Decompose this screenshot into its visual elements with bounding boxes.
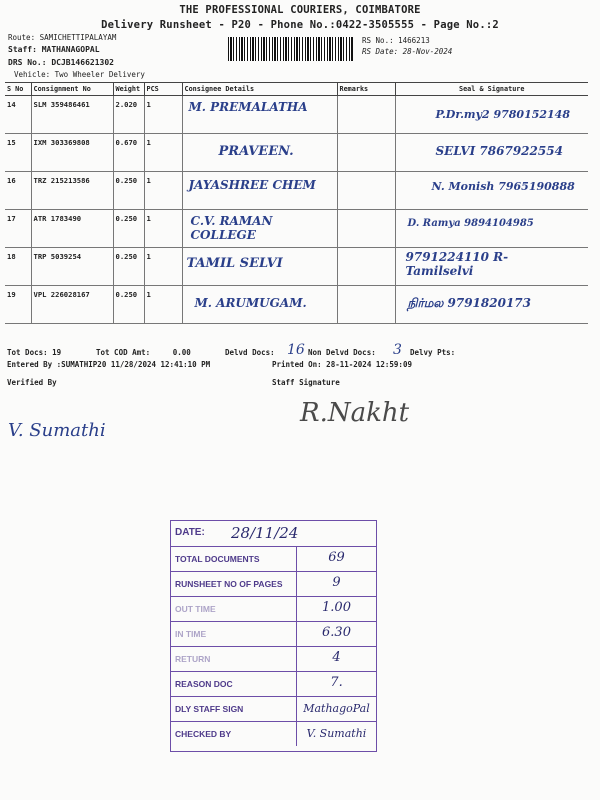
stamp-value: MathagoPal xyxy=(303,702,370,715)
consignee-handwriting: C.V. RAMAN COLLEGE xyxy=(190,214,273,242)
consignee-handwriting: M. ARUMUGAM. xyxy=(194,296,307,310)
cell-sno: 19 xyxy=(5,286,31,324)
stamp-row xyxy=(171,696,376,722)
stamp-value: 9 xyxy=(332,575,341,590)
rs-number: RS No.: 1466213 xyxy=(362,36,430,45)
cell-signature xyxy=(395,210,588,248)
table-row xyxy=(5,248,588,286)
vehicle: Vehicle: Two Wheeler Delivery xyxy=(14,70,145,79)
col-header: Remarks xyxy=(337,83,395,96)
delvd-docs-value: 16 xyxy=(287,342,305,358)
drs-number: DRS No.: DCJB146621302 xyxy=(8,58,114,67)
cell-remarks xyxy=(337,248,395,286)
non-delvd-docs-value: 3 xyxy=(393,342,402,358)
signature-handwriting: P.Dr.my2 9780152148 xyxy=(435,108,570,121)
cell-sno: 17 xyxy=(5,210,31,248)
table-row xyxy=(5,134,588,172)
cell-consignee xyxy=(182,286,337,324)
cell-weight: 0.670 xyxy=(113,134,144,172)
staff: Staff: MATHANAGOPAL xyxy=(8,45,100,54)
cell-pcs: 1 xyxy=(144,172,182,210)
cell-consignment: VPL 226028167 xyxy=(31,286,113,324)
stamp-value: 69 xyxy=(328,550,345,565)
cell-sno: 18 xyxy=(5,248,31,286)
stamp-value: V. Sumathi xyxy=(306,727,367,740)
stamp-label: REASON DOC xyxy=(175,679,233,689)
stamp-label: IN TIME xyxy=(175,629,207,639)
cell-consignee xyxy=(182,172,337,210)
runsheet-table xyxy=(5,82,588,324)
col-header: Seal & Signature xyxy=(395,83,588,96)
stamp-row xyxy=(171,671,376,697)
cell-remarks xyxy=(337,96,395,134)
table-row xyxy=(5,210,588,248)
company-title: THE PROFESSIONAL COURIERS, COIMBATORE xyxy=(179,4,421,16)
col-header: PCS xyxy=(144,83,182,96)
entered-by: Entered By :SUMATHIP20 11/28/2024 12:41:10 PM xyxy=(7,360,211,369)
stamp-label: CHECKED BY xyxy=(175,729,232,739)
cell-consignment: TRP 5039254 xyxy=(31,248,113,286)
cell-sno: 15 xyxy=(5,134,31,172)
cell-weight: 0.250 xyxy=(113,286,144,324)
cell-remarks xyxy=(337,134,395,172)
cell-consignee xyxy=(182,134,337,172)
cell-signature xyxy=(395,172,588,210)
consignee-handwriting: PRAVEEN. xyxy=(218,144,294,159)
cell-consignment: SLM 359486461 xyxy=(31,96,113,134)
table-row xyxy=(5,286,588,324)
cell-consignee xyxy=(182,96,337,134)
signature-handwriting: N. Monish 7965190888 xyxy=(431,180,575,193)
tot-docs: Tot Docs: 19 xyxy=(7,348,62,357)
stamp-row xyxy=(171,721,376,746)
signature-handwriting: 9791224110 R-Tamilselvi xyxy=(405,250,509,278)
cell-signature xyxy=(395,248,588,286)
stamp-value: 6.30 xyxy=(322,625,351,640)
route: Route: SAMICHETTIPALAYAM xyxy=(8,33,117,42)
stamp-value: 1.00 xyxy=(322,600,351,615)
delvd-docs-label: Delvd Docs: xyxy=(225,348,275,357)
delvy-pts: Delvy Pts: xyxy=(410,348,456,357)
stamp-label: RUNSHEET NO OF PAGES xyxy=(175,579,283,589)
verified-signature: V. Sumathi xyxy=(8,420,106,441)
checklist-stamp xyxy=(170,520,377,752)
stamp-value: 7. xyxy=(330,675,343,690)
cell-pcs: 1 xyxy=(144,96,182,134)
cell-sno: 14 xyxy=(5,96,31,134)
cell-signature xyxy=(395,286,588,324)
non-delvd-docs-label: Non Delvd Docs: xyxy=(308,348,376,357)
cell-weight: 0.250 xyxy=(113,210,144,248)
cell-consignment: ATR 1783490 xyxy=(31,210,113,248)
consignee-handwriting: M. PREMALATHA xyxy=(188,100,308,114)
runsheet-subtitle: Delivery Runsheet - P20 - Phone No.:0422-3505555 - Page No.:2 xyxy=(101,19,499,31)
barcode xyxy=(228,37,353,61)
table-row xyxy=(5,172,588,210)
stamp-row xyxy=(171,646,376,672)
consignee-handwriting: TAMIL SELVI xyxy=(186,256,283,271)
table-row xyxy=(5,96,588,134)
stamp-row xyxy=(171,571,376,597)
cell-remarks xyxy=(337,210,395,248)
cell-weight: 2.020 xyxy=(113,96,144,134)
stamp-row xyxy=(171,596,376,622)
cell-weight: 0.250 xyxy=(113,172,144,210)
col-header: Weight xyxy=(113,83,144,96)
table-header xyxy=(5,83,588,96)
stamp-label: DLY STAFF SIGN xyxy=(175,704,244,714)
consignee-handwriting: JAYASHREE CHEM xyxy=(188,178,316,192)
stamp-label: RETURN xyxy=(175,654,211,664)
stamp-date-row xyxy=(171,521,376,547)
stamp-label: TOTAL DOCUMENTS xyxy=(175,554,260,564)
cell-pcs: 1 xyxy=(144,286,182,324)
printed-on: Printed On: 28-11-2024 12:59:09 xyxy=(272,360,412,369)
tot-cod: Tot COD Amt: 0.00 xyxy=(96,348,191,357)
stamp-label: OUT TIME xyxy=(175,604,216,614)
staff-signature-label: Staff Signature xyxy=(272,378,340,387)
cell-signature xyxy=(395,134,588,172)
cell-pcs: 1 xyxy=(144,134,182,172)
stamp-date-label: DATE: xyxy=(175,527,205,538)
cell-remarks xyxy=(337,286,395,324)
cell-consignee xyxy=(182,248,337,286)
signature-handwriting: நிர்மல 9791820173 xyxy=(407,296,531,310)
stamp-date-value: 28/11/24 xyxy=(231,524,299,542)
staff-signature: R.Nakht xyxy=(300,398,410,428)
cell-consignment: IXM 303369808 xyxy=(31,134,113,172)
cell-remarks xyxy=(337,172,395,210)
signature-handwriting: SELVI 7867922554 xyxy=(435,144,563,158)
verified-by-label: Verified By xyxy=(7,378,57,387)
cell-pcs: 1 xyxy=(144,210,182,248)
rs-date: RS Date: 28-Nov-2024 xyxy=(362,47,453,56)
stamp-row xyxy=(171,621,376,647)
cell-signature xyxy=(395,96,588,134)
col-header: Consignee Details xyxy=(182,83,337,96)
stamp-value: 4 xyxy=(332,650,341,665)
cell-consignment: TRZ 215213586 xyxy=(31,172,113,210)
signature-handwriting: D. Ramya 9894104985 xyxy=(407,218,534,229)
cell-consignee xyxy=(182,210,337,248)
cell-sno: 16 xyxy=(5,172,31,210)
col-header: S No xyxy=(5,83,31,96)
col-header: Consignment No xyxy=(31,83,113,96)
cell-pcs: 1 xyxy=(144,248,182,286)
stamp-row xyxy=(171,546,376,572)
cell-weight: 0.250 xyxy=(113,248,144,286)
